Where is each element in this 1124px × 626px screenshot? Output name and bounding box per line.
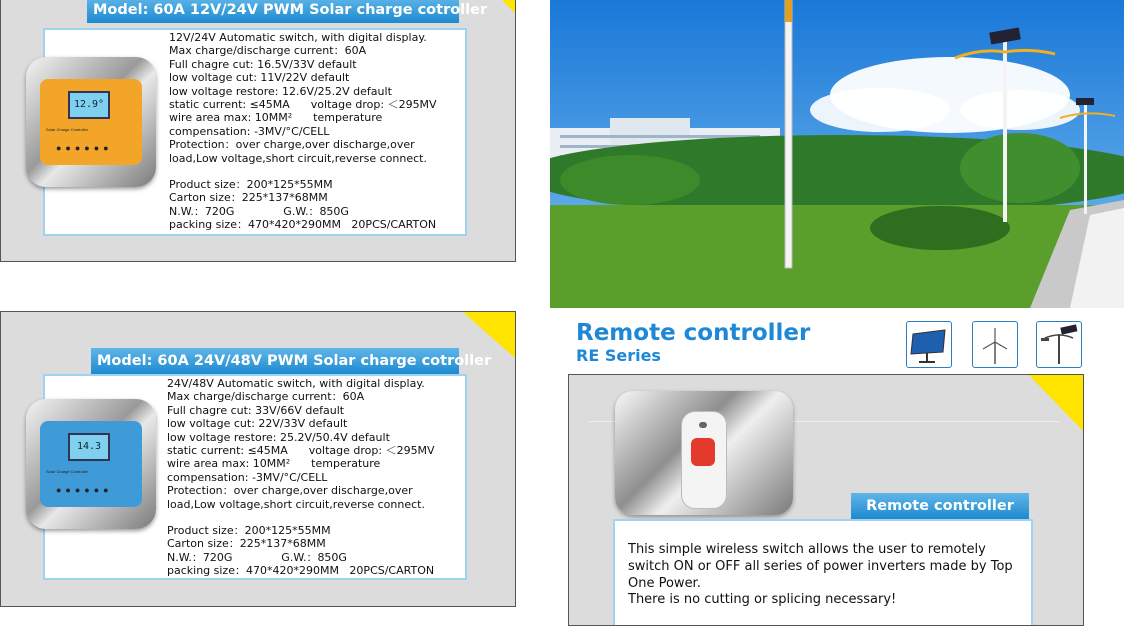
lcd-display: 12.9° (68, 91, 110, 119)
remote-button (691, 438, 715, 466)
model-title: Model: 60A 24V/48V PWM Solar charge cotroller (91, 348, 459, 374)
description-text: This simple wireless switch allows the user to remotely switch ON or OFF all series of power inverters made by Top One Power. (628, 542, 1013, 591)
spec-line: low voltage cut: 22V/33V default (167, 417, 348, 431)
charge-controller-image (26, 57, 156, 187)
spec-line: low voltage restore: 25.2V/50.4V default (167, 430, 390, 444)
yellow-corner-decoration (497, 0, 515, 13)
spec-line: static current: ≤45MA voltage drop: ＜295MV (169, 98, 437, 112)
product-panel-12v24v (0, 0, 516, 262)
spec-line: low voltage restore: 12.6V/25.2V default (169, 84, 392, 98)
yellow-corner-decoration (1029, 375, 1083, 431)
spec-line: 24V/48V Automatic switch, with digital display. (167, 377, 425, 390)
remote-body (681, 411, 727, 509)
device-label: Solar Charge Controller (46, 469, 89, 474)
spec-line: Max charge/discharge current：60A (167, 390, 365, 404)
terminal-dots: ●●●●●● (56, 485, 113, 495)
spec-line: wire area max: 10MM² temperature compensation: -3MV/°C/CELL (169, 111, 386, 138)
spec-line: Full chagre cut: 33V/66V default (167, 403, 345, 417)
description-note: There is no cutting or splicing necessary! (628, 592, 897, 608)
charge-controller-body (40, 421, 142, 507)
yellow-corner-decoration (463, 312, 515, 358)
remote-controller-heading: Remote controller (576, 320, 811, 346)
model-title: Model: 60A 12V/24V PWM Solar charge cotroller (87, 0, 459, 23)
packing-line: N.W.：720G G.W.：850G (167, 550, 347, 564)
terminal-dots: ●●●●●● (56, 143, 113, 153)
spec-line: 12V/24V Automatic switch, with digital display. (169, 31, 427, 44)
packing-line: Carton size：225*137*68MM (169, 191, 328, 205)
remote-description (628, 542, 1024, 609)
spec-line: static current: ≤45MA voltage drop: ＜295MV (167, 444, 435, 458)
spec-line: wire area max: 10MM² temperature compensation: -3MV/°C/CELL (167, 457, 384, 484)
packing-line: Product size：200*125*55MM (167, 524, 331, 538)
device-label: Solar Charge Controller (46, 127, 89, 132)
series-subheading: RE Series (576, 346, 661, 365)
street-light-icon (1036, 321, 1082, 368)
spec-line: Protection：over charge,over discharge,over load,Low voltage,short circuit,reverse connect. (169, 138, 427, 165)
charge-controller-body (40, 79, 142, 165)
remote-controller-image (615, 391, 793, 515)
packing-line: Product size：200*125*55MM (169, 178, 333, 192)
spec-list (167, 377, 461, 578)
remote-indicator (699, 422, 707, 428)
remote-controller-tab: Remote controller (851, 493, 1029, 519)
product-panel-24v48v (0, 311, 516, 607)
spec-line: Full chagre cut: 16.5V/33V default (169, 57, 357, 71)
spec-line: low voltage cut: 11V/22V default (169, 71, 350, 85)
packing-line: N.W.：720G G.W.：850G (169, 204, 349, 218)
charge-controller-image (26, 399, 156, 529)
solar-panel-icon (906, 321, 952, 368)
wind-turbine-icon (972, 321, 1018, 368)
street-scene-illustration (550, 0, 1124, 308)
lcd-display: 14.3 (68, 433, 110, 461)
packing-line: packing size：470*420*290MM 20PCS/CARTON (169, 218, 437, 232)
packing-line: packing size：470*420*290MM 20PCS/CARTON (167, 564, 435, 578)
packing-line: Carton size：225*137*68MM (167, 537, 326, 551)
street-light-photo (550, 0, 1124, 308)
spec-line: Protection：over charge,over discharge,over load,Low voltage,short circuit,reverse connect. (167, 484, 425, 511)
spec-line: Max charge/discharge current：60A (169, 44, 367, 58)
spec-list (169, 31, 461, 232)
